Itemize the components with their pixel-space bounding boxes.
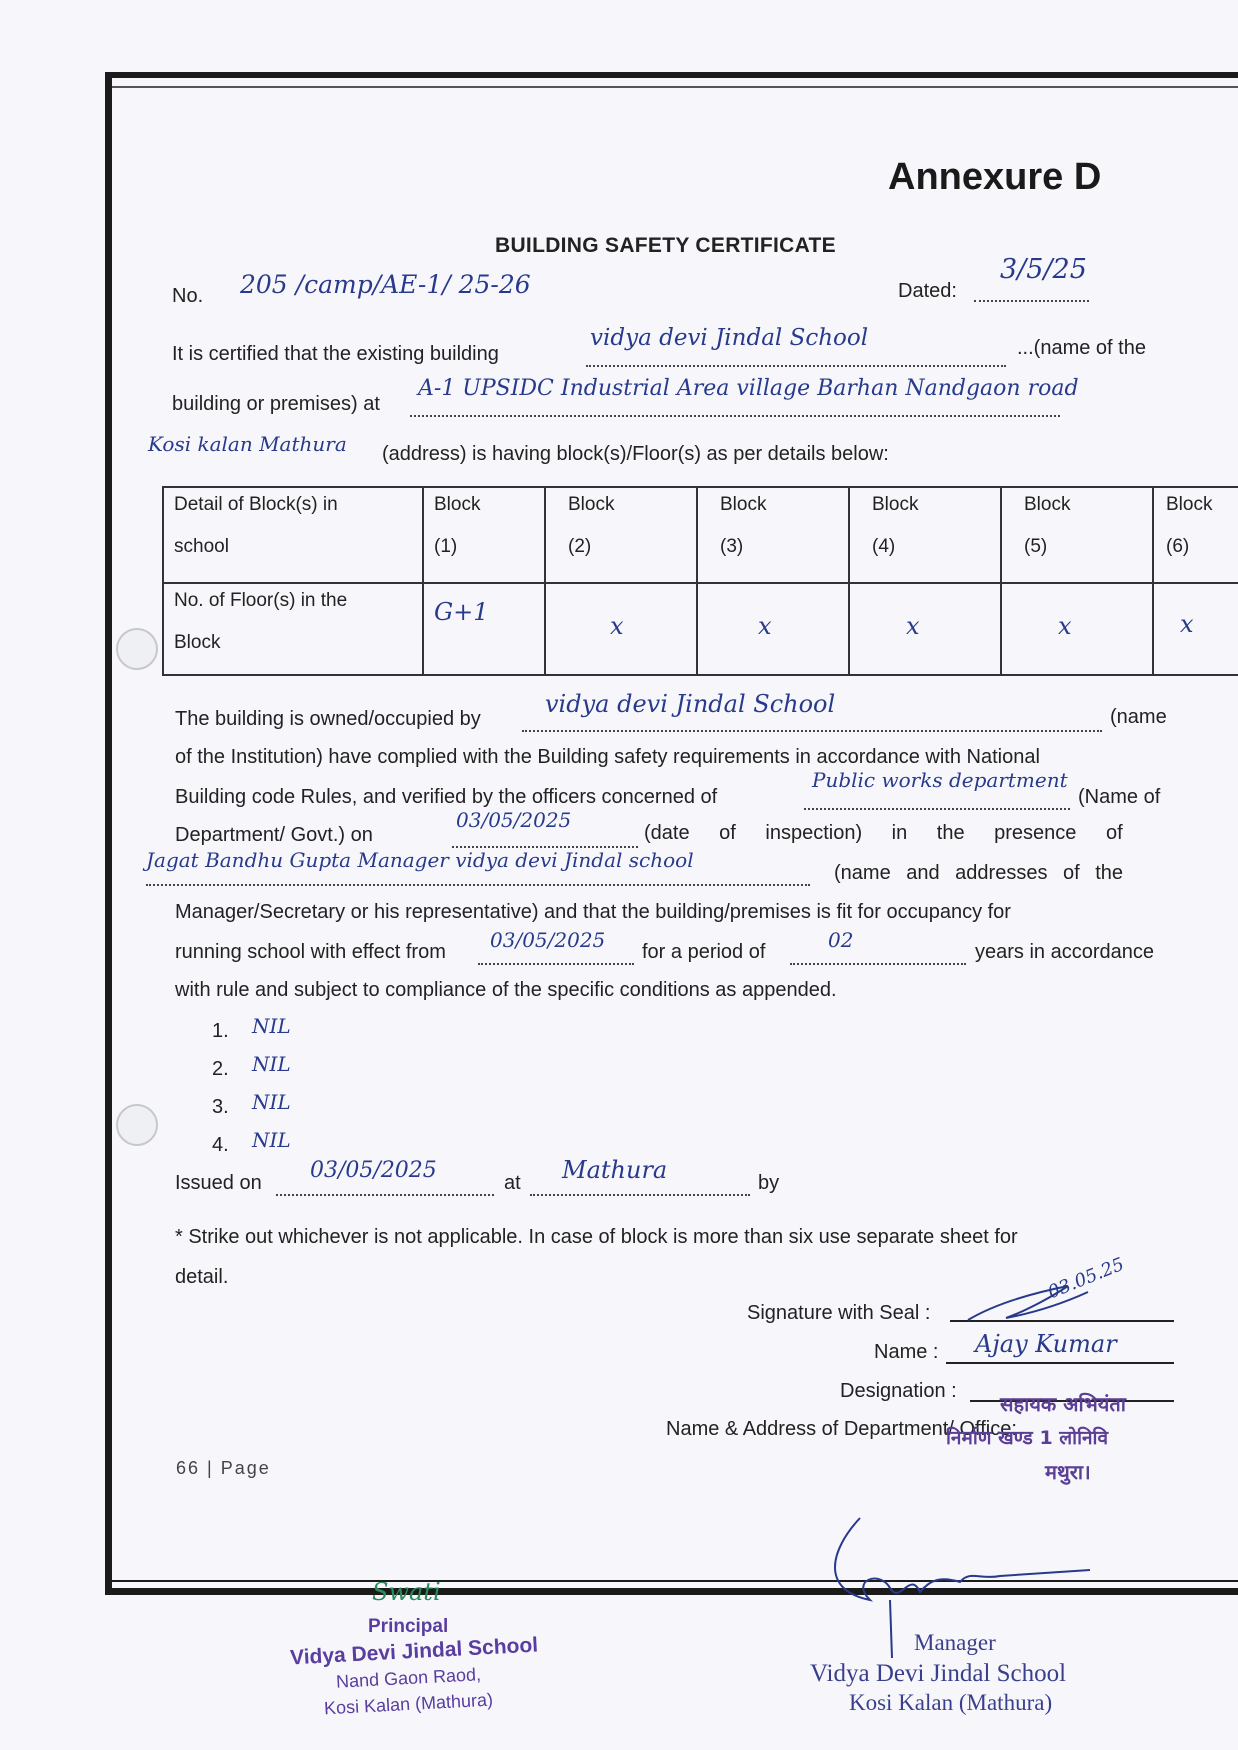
issued-place: Mathura xyxy=(562,1156,668,1184)
table-cell-header xyxy=(163,583,423,675)
page-footer: 66 | Page xyxy=(176,1458,271,1478)
block-number: (2) xyxy=(568,536,592,557)
para2-e: (Name of xyxy=(1078,786,1161,808)
table-cell xyxy=(849,487,1001,583)
header-label: school xyxy=(174,536,229,557)
para2-b: (name xyxy=(1110,706,1167,728)
floor-value: x xyxy=(697,583,849,675)
floor-label: No. of Floor(s) in the xyxy=(174,590,348,611)
inspection-date: 03/05/2025 xyxy=(456,808,572,832)
table-cell xyxy=(1001,487,1153,583)
dated-label: Dated: xyxy=(898,280,957,302)
by-label: by xyxy=(758,1172,780,1194)
certificate-number: 205 /camp/AE-1/ 25-26 xyxy=(240,270,531,299)
signature-date: 03.05.25 xyxy=(1044,1253,1128,1304)
table-row xyxy=(163,583,1238,675)
condition-value: NIL xyxy=(252,1090,291,1114)
no-label: No. xyxy=(172,285,204,307)
table-cell xyxy=(1153,487,1238,583)
table-cell xyxy=(423,487,545,583)
table-cell-header xyxy=(163,487,423,583)
table-row xyxy=(163,487,1238,583)
period-dots xyxy=(790,941,966,965)
block-number: (6) xyxy=(1166,536,1190,557)
floor-value: x xyxy=(545,583,697,675)
condition-value: NIL xyxy=(252,1014,291,1038)
para2-j: running school with effect from xyxy=(175,941,446,963)
para2-c: of the Institution) have complied with the Building safety requirements in accordance with National xyxy=(175,746,1040,768)
punch-hole xyxy=(116,628,158,670)
principal-title: Principal xyxy=(368,1616,449,1637)
dept-address-label: Name & Address of Department/ Office: xyxy=(666,1418,1017,1440)
table-cell xyxy=(545,487,697,583)
para2-m: with rule and subject to compliance of the specific conditions as appended. xyxy=(175,979,837,1001)
manager-address: Kosi Kalan (Mathura) xyxy=(849,1690,1053,1715)
officer-name: Ajay Kumar xyxy=(975,1330,1117,1358)
department-name: Public works department xyxy=(812,768,1068,792)
effect-date: 03/05/2025 xyxy=(490,928,606,952)
note-line-1: * Strike out whichever is not applicable. In case of block is more than six use separate sheet for xyxy=(175,1226,1018,1248)
para2-f: Department/ Govt.) on xyxy=(175,824,373,846)
issued-label: Issued on xyxy=(175,1172,262,1194)
para2-a: The building is owned/occupied by xyxy=(175,708,481,730)
dept-address-value-2: मथुरा। xyxy=(1045,1460,1091,1484)
signature-label: Signature with Seal : xyxy=(747,1302,931,1324)
floor-value: x xyxy=(1001,583,1153,675)
principal-address-2: Kosi Kalan (Mathura) xyxy=(323,1689,494,1719)
block-number: (1) xyxy=(434,536,458,557)
para2-d: Building code Rules, and verified by the officers concerned of xyxy=(175,786,718,808)
para1-b: ...(name of the xyxy=(1017,337,1146,359)
principal-signature: Swati xyxy=(372,1578,441,1606)
para2-g: (date of inspection) in the presence of xyxy=(644,822,1123,844)
block-label: Block xyxy=(720,494,767,515)
condition-number: 3. xyxy=(212,1096,229,1118)
name-label: Name : xyxy=(874,1341,939,1363)
name-line xyxy=(946,1362,1174,1364)
block-label: Block xyxy=(872,494,919,515)
issued-date: 03/05/2025 xyxy=(310,1158,437,1183)
para2-k: for a period of xyxy=(642,941,766,963)
floor-label: Block xyxy=(174,632,221,653)
block-label: Block xyxy=(568,494,615,515)
header-label: Detail of Block(s) in xyxy=(174,494,338,515)
block-label: Block xyxy=(1166,494,1213,515)
principal-address-1: Nand Gaon Raod, xyxy=(335,1664,482,1692)
building-name: vidya devi Jindal School xyxy=(590,325,869,351)
dept-address-value-1: निर्माण खण्ड 1 लोनिवि xyxy=(946,1427,1109,1449)
period-value: 02 xyxy=(828,928,854,952)
at-label: at xyxy=(504,1172,521,1194)
block-number: (4) xyxy=(872,536,896,557)
para2-l: years in accordance xyxy=(975,941,1154,963)
para1-a: It is certified that the existing building xyxy=(172,343,499,365)
floor-value: x xyxy=(849,583,1001,675)
certificate-title: BUILDING SAFETY CERTIFICATE xyxy=(495,234,836,257)
punch-hole xyxy=(116,1104,158,1146)
manager-name: Jagat Bandhu Gupta Manager vidya devi Jindal school xyxy=(146,848,694,872)
para1-c: building or premises) at xyxy=(172,393,380,415)
annexure-heading: Annexure D xyxy=(888,156,1102,198)
condition-value: NIL xyxy=(252,1128,291,1152)
designation-label: Designation : xyxy=(840,1380,957,1402)
condition-number: 1. xyxy=(212,1020,229,1042)
note-line-2: detail. xyxy=(175,1266,229,1288)
para2-i: Manager/Secretary or his representative) and that the building/premises is fit for occupancy for xyxy=(175,901,1011,923)
address-line-2: Kosi kalan Mathura xyxy=(148,432,347,456)
owner-name: vidya devi Jindal School xyxy=(545,690,836,718)
condition-number: 2. xyxy=(212,1058,229,1080)
para1-d: (address) is having block(s)/Floor(s) as per details below: xyxy=(382,443,889,465)
designation-value: सहायक अभियंता xyxy=(1000,1392,1126,1416)
para2-h: (name and addresses of the xyxy=(834,862,1124,884)
condition-number: 4. xyxy=(212,1134,229,1156)
principal-school: Vidya Devi Jindal School xyxy=(289,1633,539,1670)
condition-value: NIL xyxy=(252,1052,291,1076)
manager-school: Vidya Devi Jindal School xyxy=(810,1660,1067,1687)
floor-value: G+1 xyxy=(423,583,545,675)
block-number: (5) xyxy=(1024,536,1048,557)
blocks-table xyxy=(162,486,1238,676)
table-cell xyxy=(697,487,849,583)
block-number: (3) xyxy=(720,536,744,557)
dated-value: 3/5/25 xyxy=(1000,254,1087,285)
block-label: Block xyxy=(1024,494,1071,515)
block-label: Block xyxy=(434,494,481,515)
address-line-1: A-1 UPSIDC Industrial Area village Barhan Nandgaon road xyxy=(418,376,1079,401)
manager-title: Manager xyxy=(914,1630,996,1655)
floor-value: x xyxy=(1153,583,1238,675)
